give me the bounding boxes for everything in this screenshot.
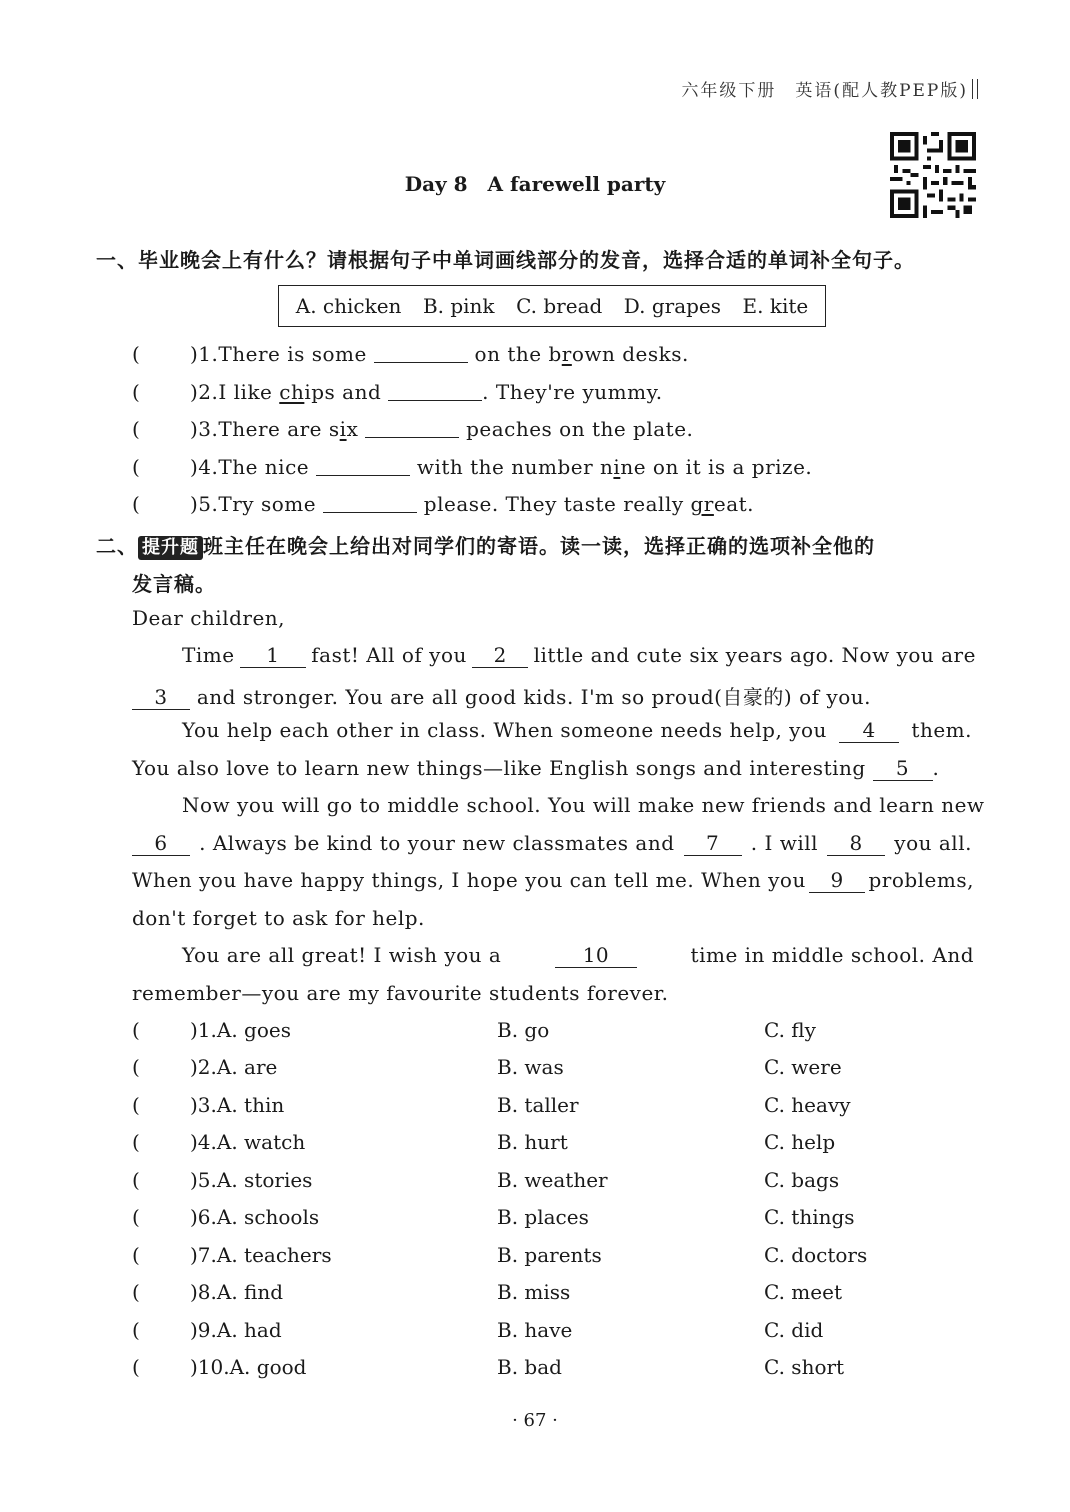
page-number: · 67 · [512, 1410, 558, 1431]
s1-item-4: ( )4.The nice with the number nine on it is a prize. [132, 455, 813, 479]
option-a: A. watch [216, 1130, 306, 1154]
word-option: B. pink [422, 294, 495, 318]
passage-line: don't forget to ask for help. [132, 906, 425, 930]
choice-row-9: ( )9.A. had [132, 1318, 282, 1342]
s1-item-2: ( )2.I like chips and . They're yummy. [132, 380, 663, 404]
answer-blank[interactable] [388, 380, 482, 401]
section2-label: 二、 [96, 534, 138, 558]
option-c: C. things [764, 1205, 855, 1229]
option-a: A. are [216, 1055, 278, 1079]
word-option: E. kite [742, 294, 809, 318]
answer-paren[interactable]: ( [132, 380, 141, 404]
blank-1[interactable]: 1 [240, 643, 306, 668]
option-a: A. goes [216, 1018, 291, 1042]
answer-blank[interactable] [316, 455, 410, 476]
word-option: D. grapes [623, 294, 722, 318]
answer-paren[interactable]: ( [132, 1243, 140, 1267]
option-a: A. thin [216, 1093, 285, 1117]
answer-paren[interactable]: ( [132, 1280, 140, 1304]
section2-heading-cont: 发言稿。 [132, 572, 216, 596]
answer-paren[interactable]: ( [132, 1355, 140, 1379]
answer-paren[interactable]: ( [132, 1018, 140, 1042]
book-header-text: 六年级下册 英语(配人教PEP版) [681, 81, 968, 101]
answer-blank[interactable] [374, 342, 468, 363]
answer-blank[interactable] [365, 417, 459, 438]
option-c: C. short [764, 1355, 845, 1379]
section1-instruction: 毕业晚会上有什么？请根据句子中单词画线部分的发音，选择合适的单词补全句子。 [138, 248, 915, 272]
answer-paren[interactable]: ( [132, 455, 141, 479]
answer-paren[interactable]: ( [132, 342, 141, 366]
choice-row-3: ( )3.A. thin [132, 1093, 285, 1117]
option-b: B. taller [497, 1093, 579, 1117]
blank-4[interactable]: 4 [839, 718, 899, 743]
answer-blank[interactable] [323, 492, 417, 513]
answer-paren[interactable]: ( [132, 492, 141, 516]
answer-paren[interactable]: ( [132, 1055, 140, 1079]
option-c: C. meet [764, 1280, 842, 1304]
option-b: B. bad [497, 1355, 562, 1379]
passage-line: 3 and stronger. You are all good kids. I'm so proud(自豪的) of you. [132, 681, 871, 710]
option-a: A. stories [216, 1168, 313, 1192]
option-c: C. help [764, 1130, 836, 1154]
choice-row-10: ( )10.A. good [132, 1355, 307, 1379]
passage-line: Time 1 fast! All of you 2 little and cute six years ago. Now you are [182, 643, 976, 667]
option-b: B. have [497, 1318, 573, 1342]
answer-paren[interactable]: ( [132, 1093, 140, 1117]
book-header [681, 76, 978, 101]
option-c: C. fly [764, 1018, 816, 1042]
choice-row-8: ( )8.A. find [132, 1280, 284, 1304]
section1-heading [96, 244, 915, 273]
s1-item-3: ( )3.There are six peaches on the plate. [132, 417, 694, 441]
passage-line: When you have happy things, I hope you can tell me. When you 9 problems, [132, 868, 974, 892]
blank-7[interactable]: 7 [684, 831, 742, 856]
option-c: C. did [764, 1318, 824, 1342]
answer-paren[interactable]: ( [132, 1318, 140, 1342]
s1-item-1: ( )1.There is some on the brown desks. [132, 342, 689, 366]
choice-row-4: ( )4.A. watch [132, 1130, 306, 1154]
option-b: B. weather [497, 1168, 608, 1192]
blank-2[interactable]: 2 [472, 643, 528, 668]
answer-paren[interactable]: ( [132, 1168, 140, 1192]
passage-line: Now you will go to middle school. You will make new friends and learn new [182, 793, 985, 817]
word-options-box [278, 285, 826, 327]
greeting: Dear children, [132, 606, 286, 630]
page-title: Day 8 A farewell party [404, 172, 666, 196]
choice-row-6: ( )6.A. schools [132, 1205, 320, 1229]
choice-row-2: ( )2.A. are [132, 1055, 278, 1079]
option-a: A. had [216, 1318, 282, 1342]
option-c: C. heavy [764, 1093, 851, 1117]
answer-paren[interactable]: ( [132, 1130, 140, 1154]
section2-heading [96, 530, 875, 560]
passage-line: You also love to learn new things—like English songs and interesting 5 . [132, 756, 940, 780]
choice-row-5: ( )5.A. stories [132, 1168, 313, 1192]
option-b: B. parents [497, 1243, 602, 1267]
passage-line: You help each other in class. When someone needs help, you 4 them. [182, 718, 972, 742]
s1-item-5: ( )5.Try some please. They taste really great. [132, 492, 755, 516]
blank-8[interactable]: 8 [827, 831, 885, 856]
word-option: A. chicken [295, 294, 402, 318]
option-b: B. go [497, 1018, 550, 1042]
answer-paren[interactable]: ( [132, 1205, 140, 1229]
answer-paren[interactable]: ( [132, 417, 141, 441]
passage-line: You are all great! I wish you a 10 time in middle school. And [182, 943, 974, 967]
blank-5[interactable]: 5 [873, 756, 933, 781]
blank-3[interactable]: 3 [132, 685, 190, 710]
option-a: A. find [216, 1280, 284, 1304]
option-b: B. hurt [497, 1130, 568, 1154]
section1-label: 一、 [96, 248, 138, 272]
option-b: B. miss [497, 1280, 571, 1304]
difficulty-badge: 提升题 [138, 536, 203, 560]
option-a: A. teachers [216, 1243, 332, 1267]
passage-line: remember—you are my favourite students forever. [132, 981, 669, 1005]
passage-line: 6 . Always be kind to your new classmates and 7 . I will 8 you all. [132, 831, 972, 856]
option-a: A. schools [216, 1205, 320, 1229]
blank-10[interactable]: 10 [555, 943, 637, 968]
blank-6[interactable]: 6 [132, 831, 190, 856]
header-bar-icon [972, 79, 978, 99]
word-option: C. bread [516, 294, 603, 318]
blank-9[interactable]: 9 [809, 868, 865, 893]
choice-row-1: ( )1.A. goes [132, 1018, 291, 1042]
option-b: B. places [497, 1205, 589, 1229]
choice-row-7: ( )7.A. teachers [132, 1243, 332, 1267]
option-a: A. good [229, 1355, 307, 1379]
option-c: C. doctors [764, 1243, 868, 1267]
section2-instruction: 班主任在晚会上给出对同学们的寄语。读一读，选择正确的选项补全他的 [203, 534, 875, 558]
option-b: B. was [497, 1055, 564, 1079]
option-c: C. bags [764, 1168, 840, 1192]
option-c: C. were [764, 1055, 842, 1079]
